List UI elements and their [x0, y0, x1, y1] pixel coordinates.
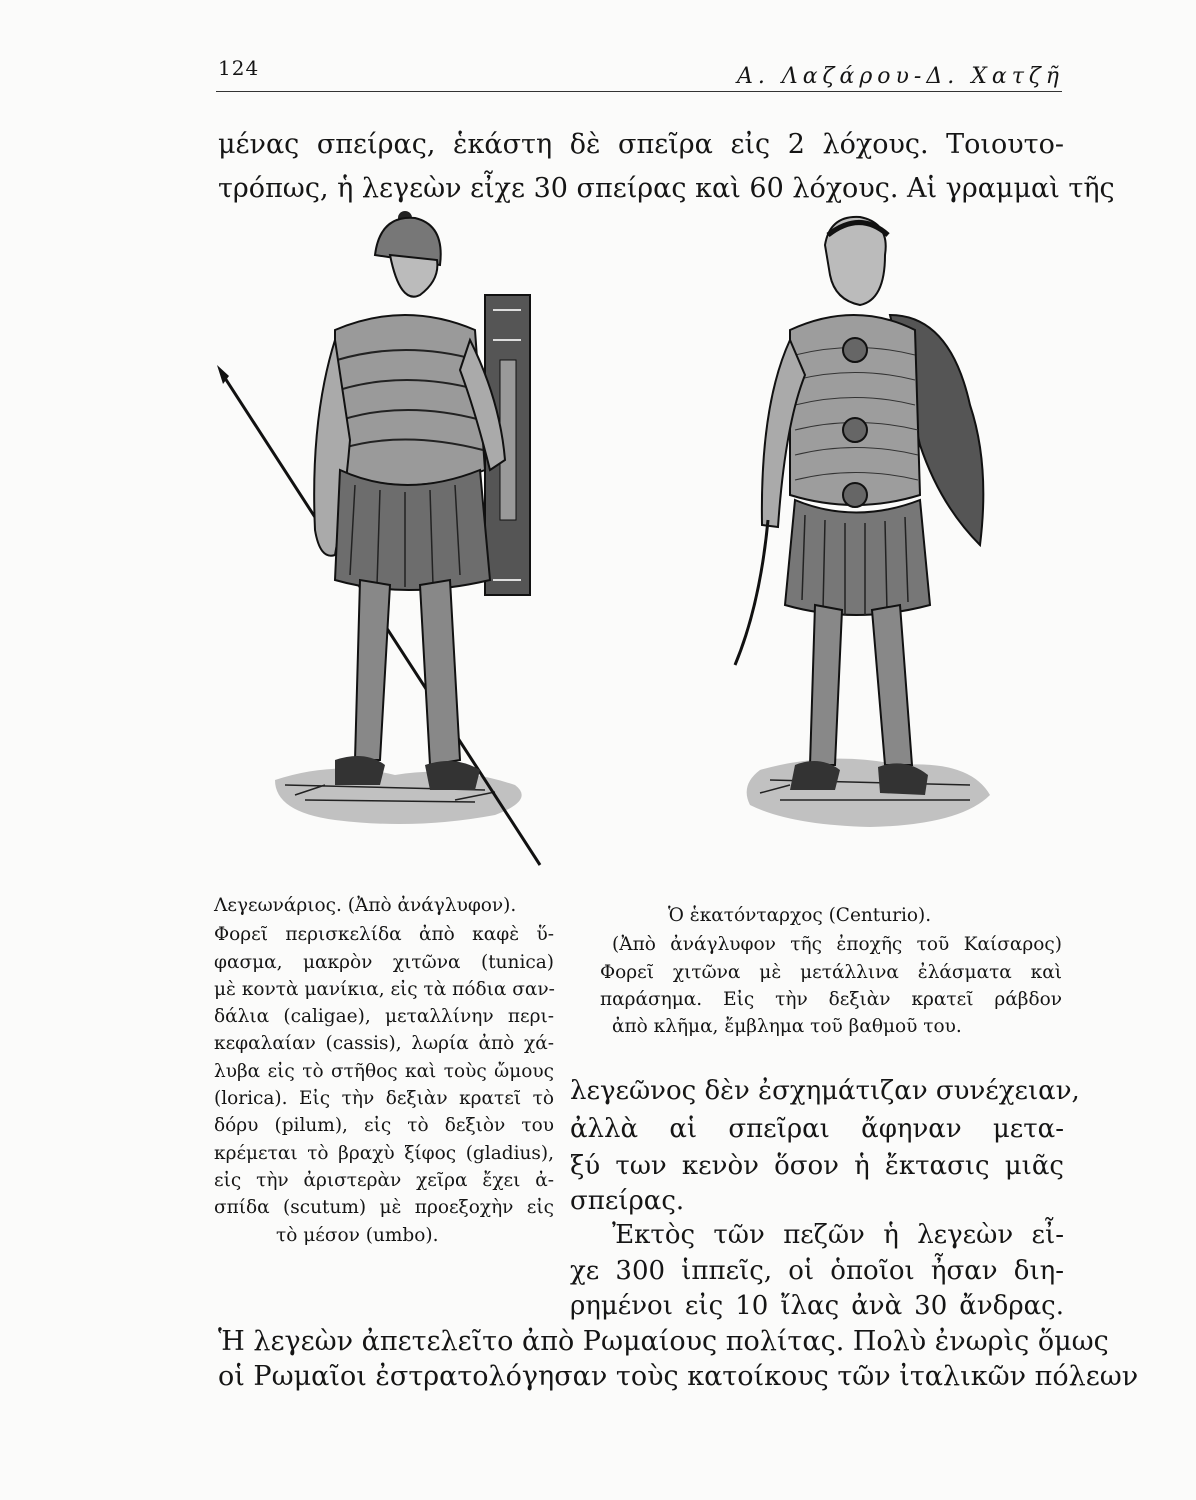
centurion-illustration: [690, 205, 1020, 855]
page-number: 124: [218, 56, 260, 80]
body-line: Ἐκτὸς τῶν πεζῶν ἡ λεγεὼν εἶ-: [612, 1220, 1064, 1250]
caption-title: Λεγεωνάριος. (Ἀπὸ ἀνάγλυφον).: [214, 895, 517, 916]
legionary-illustration: [215, 200, 565, 880]
body-line: Ἡ λεγεὼν ἀπετελεῖτο ἀπὸ Ρωμαίους πολίτας. Πολὺ ἐνωρὶς ὅμως: [218, 1326, 1109, 1357]
body-line: χε 300 ἱππεῖς, οἱ ὁποῖοι ἦσαν διη-: [570, 1256, 1064, 1286]
caption-line: σπίδα (scutum) μὲ προεξοχὴν εἰς: [214, 1197, 554, 1219]
body-line: ξύ των κενὸν ὅσον ἡ ἔκτασις μιᾶς: [570, 1151, 1064, 1181]
body-line: τρόπως, ἡ λεγεὼν εἶχε 30 σπείρας καὶ 60 λόχους. Αἱ γραμμαὶ τῆς: [218, 173, 1115, 204]
caption-line: λυβα εἰς τὸ στῆθος καὶ τοὺς ὤμους: [214, 1060, 554, 1082]
body-line: ἀλλὰ αἱ σπεῖραι ἄφηναν μετα-: [570, 1114, 1064, 1144]
body-line: ρημένοι εἰς 10 ἴλας ἀνὰ 30 ἄνδρας.: [570, 1291, 1064, 1321]
caption-title: Ὁ ἑκατόνταρχος (Centurio).: [668, 905, 932, 926]
caption-centurion: [600, 902, 1062, 1040]
caption-line: παράσημα. Εἰς τὴν δεξιὰν κρατεῖ ράβδον: [600, 988, 1062, 1010]
body-line: μένας σπείρας, ἑκάστη δὲ σπεῖρα εἰς 2 λόχους. Τοιουτο-: [218, 129, 1064, 160]
caption-line: Φορεῖ περισκελίδα ἀπὸ καφὲ ὕ-: [214, 924, 554, 946]
caption-line: (Ἀπὸ ἀνάγλυφον τῆς ἐποχῆς τοῦ Καίσαρος): [612, 934, 1062, 956]
body-line: σπείρας.: [570, 1186, 685, 1216]
caption-line: κεφαλαίαν (cassis), λωρία ἀπὸ χά-: [214, 1033, 554, 1055]
body-line: οἱ Ρωμαῖοι ἐστρατολόγησαν τοὺς κατοίκους τῶν ἰταλικῶν πόλεων: [218, 1361, 1139, 1392]
caption-line: ἀπὸ κλῆμα, ἔμβλημα τοῦ βαθμοῦ του.: [612, 1016, 962, 1038]
caption-line: τὸ μέσον (umbo).: [276, 1224, 439, 1246]
header-rule: [216, 91, 1062, 92]
caption-line: φασμα, μακρὸν χιτῶνα (tunica): [214, 951, 554, 973]
caption-line: δόρυ (pilum), εἰς τὸ δεξιὸν του: [214, 1115, 554, 1137]
caption-line: Φορεῖ χιτῶνα μὲ μετάλλινα ἐλάσματα καὶ: [600, 961, 1062, 983]
caption-legionary: [214, 892, 554, 1249]
body-line: λεγεῶνος δὲν ἐσχημάτιζαν συνέχειαν,: [570, 1076, 1080, 1106]
caption-line: μὲ κοντὰ μανίκια, εἰς τὰ πόδια σαν-: [214, 978, 555, 1000]
caption-line: δάλια (caligae), μεταλλίνην περι-: [214, 1006, 554, 1028]
caption-line: εἰς τὴν ἀριστερὰν χεῖρα ἔχει ἀ-: [214, 1169, 554, 1191]
running-head: Α. Λαζάρου-Δ. Χατζῆ: [736, 64, 1064, 89]
caption-line: (lorica). Εἰς τὴν δεξιὰν κρατεῖ τὸ: [214, 1088, 554, 1110]
caption-line: κρέμεται τὸ βραχὺ ξίφος (gladius),: [214, 1142, 554, 1164]
